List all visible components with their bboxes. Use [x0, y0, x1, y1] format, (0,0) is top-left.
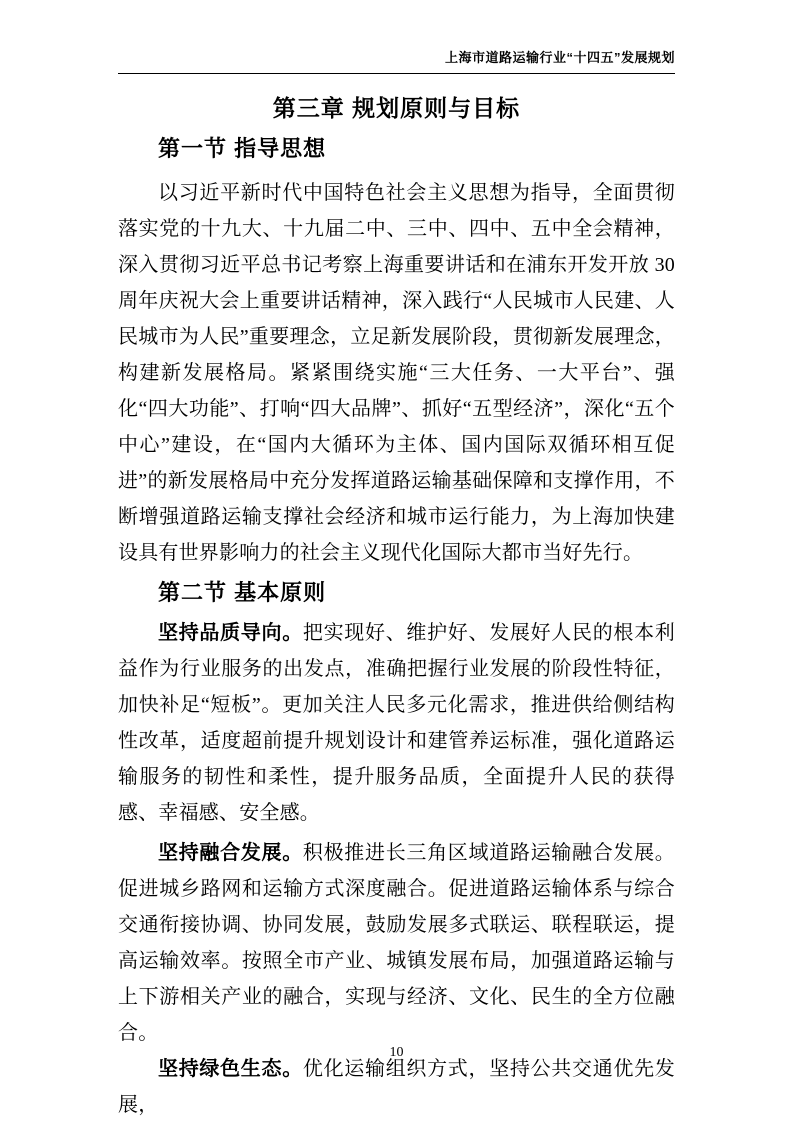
paragraph-principle-integration [118, 835, 675, 1051]
principle-text-green: 优化运输组织方式，坚持公共交通优先发展， [118, 1058, 675, 1116]
paragraph-principle-quality [118, 615, 675, 831]
principle-text-quality: 把实现好、维护好、发展好人民的根本利益作为行业服务的出发点，准确把握行业发展的阶段性特征，加快补足“短板”。更加关注人民多元化需求，推进供给侧结构性改革，适度超前提升规划设计和建管养运标准，强化道路运输服务的韧性和柔性，提升服务品质，全面提升人民的获得感、幸福感、安全感。 [118, 622, 675, 824]
section-heading-guiding-ideology: 第一节 指导思想 [158, 136, 327, 161]
paragraph-guiding-ideology: 以习近平新时代中国特色社会主义思想为指导，全面贯彻落实党的十九大、十九届二中、三中、四中、五中全会精神，深入贯彻习近平总书记考察上海重要讲话和在浦东开发开放 30 周年庆祝大会上重要讲话精神，深入践行“人民城市人民建、人民城市为人民”重要理念，立足新发展阶段，贯彻新发展理念，构建新发展格局。紧紧围绕实施“三大任务、一大平台”、强化“四大功能”、打响“四大品牌”、抓好“五型经济”，深化“五个中心”建设，在“国内大循环为主体、国内国际双循环相互促进”的新发展格局中充分发挥道路运输基础保障和支撑作用，不断增强道路运输支撑社会经济和城市运行能力，为上海加快建设具有世界影响力的社会主义现代化国际大都市当好先行。 [118, 182, 675, 564]
principle-lead-green: 坚持绿色生态。 [158, 1058, 303, 1080]
chapter-title: 第三章 规划原则与目标 [272, 95, 521, 121]
page-number: 10 [389, 1045, 404, 1060]
principle-lead-quality: 坚持品质导向。 [158, 622, 303, 644]
paragraph-principle-green [118, 1051, 675, 1123]
running-head: 上海市道路运输行业“十四五”发展规划 [118, 48, 675, 74]
principle-lead-integration: 坚持融合发展。 [158, 842, 303, 864]
section-heading-basic-principles: 第二节 基本原则 [158, 580, 327, 605]
principle-text-integration: 积极推进长三角区域道路运输融合发展。促进城乡路网和运输方式深度融合。促进道路运输体系与综合交通衔接协调、协同发展，鼓励发展多式联运、联程联运，提高运输效率。按照全市产业、城镇发展布局，加强道路运输与上下游相关产业的融合，实现与经济、文化、民生的全方位融合。 [118, 842, 675, 1044]
